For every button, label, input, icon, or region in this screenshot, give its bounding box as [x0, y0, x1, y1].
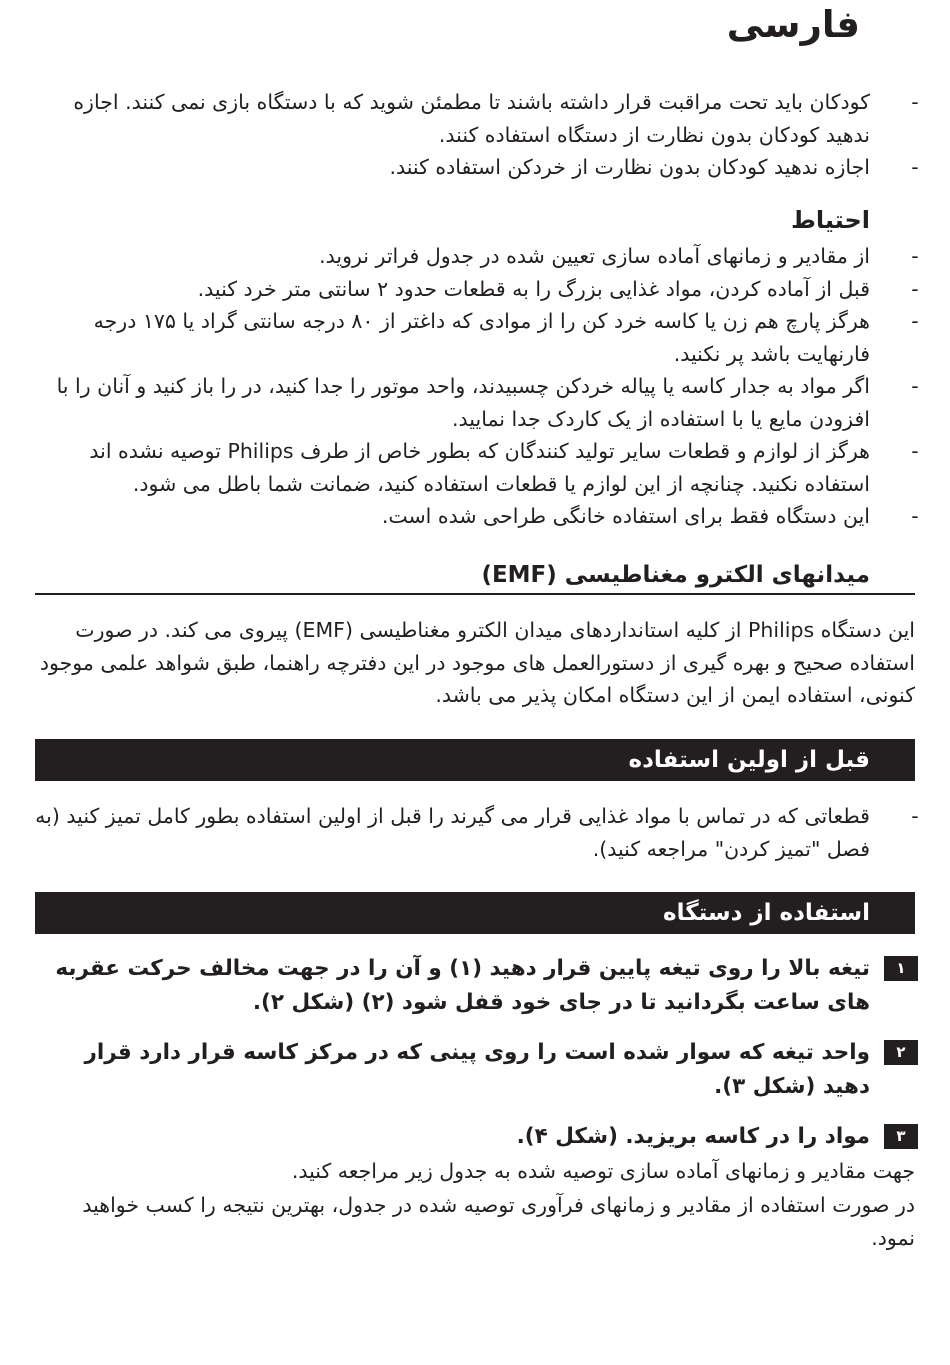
list-item	[35, 273, 919, 306]
list-item	[35, 151, 919, 184]
before-first-use-bar	[35, 739, 915, 781]
list-item	[35, 500, 919, 533]
emf-paragraph: این دستگاه Philips از کلیه استانداردهای میدان الکترو مغناطیسی (EMF) پیروی می کند. در صورت استفاده صحیح و بهره گیری از دستورالعمل های موجود در این دفترچه راهنما، طبق شواهد علمی موجود کنونی، استفاده ایمن از این دستگاه امکان پذیر می باشد.	[39, 618, 915, 707]
step-text: تیغه بالا را روی تیغه پایین قرار دهید (۱) و آن را در جهت مخالف حرکت عقربه های ساعت بگردانید تا در جای خود قفل شود (۲) (شکل ۲).	[55, 956, 870, 1015]
dash-bullet: -	[911, 244, 919, 268]
list-item-text: هرگز از لوازم و قطعات سایر تولید کنندگان که بطور خاص از طرف Philips توصیه نشده اند استفاده نکنید. چنانچه از این لوازم یا قطعات استفاده کنید، ضمانت شما باطل می شود.	[89, 439, 870, 496]
list-item	[35, 305, 919, 370]
before-first-use-section	[35, 800, 919, 865]
dash-bullet: -	[911, 90, 919, 114]
list-item-text: هرگز پارچ هم زن یا کاسه خرد کن را از موادی که داغتر از ۸۰ درجه سانتی گراد یا ۱۷۵ درجه فارنهایت باشد پر نکنید.	[93, 309, 870, 366]
step-1	[35, 952, 906, 1020]
list-item	[35, 800, 919, 865]
emf-divider	[35, 593, 915, 595]
children-warning-list	[35, 86, 919, 184]
language-title: فارسی	[726, 3, 860, 46]
list-item-text: قطعاتی که در تماس با مواد غذایی قرار می گیرند را قبل از اولین استفاده بطور کامل تمیز کنید (به فصل "تمیز کردن" مراجعه کنید).	[35, 804, 870, 861]
using-note-1: جهت مقادیر و زمانهای آماده سازی توصیه شده به جدول زیر مراجعه کنید.	[291, 1159, 915, 1183]
dash-bullet: -	[911, 504, 919, 528]
list-item-text: قبل از آماده کردن، مواد غذایی بزرگ را به قطعات حدود ۲ سانتی متر خرد کنید.	[197, 276, 870, 301]
dash-bullet: -	[911, 804, 919, 828]
children-warning-section	[35, 86, 919, 184]
list-item	[35, 435, 919, 500]
caution-heading: احتیاط	[790, 206, 870, 234]
list-item-text: از مقادیر و زمانهای آماده سازی تعیین شده در جدول فراتر نروید.	[319, 244, 870, 268]
before-first-use-list	[35, 800, 919, 865]
dash-bullet: -	[911, 276, 919, 301]
dash-bullet: -	[911, 155, 919, 179]
step-number-badge: ۲	[884, 1040, 918, 1065]
step-text: واحد تیغه که سوار شده است را روی پینی که در مرکز کاسه قرار دارد قرار دهید (شکل ۳).	[84, 1040, 870, 1099]
list-item-text: اگر مواد به جدار کاسه یا پیاله خردکن چسبیدند، واحد موتور را جدا کنید، در را باز کنید و آنان را با افزودن مایع یا با استفاده از یک کاردک جدا نمایید.	[56, 374, 870, 431]
using-note-2: در صورت استفاده از مقادیر و زمانهای فرآوری توصیه شده در جدول، بهترین نتیجه را کسب خواهید نمود.	[82, 1193, 915, 1250]
step-2	[35, 1036, 906, 1104]
step-text: مواد را در کاسه بریزید. (شکل ۴).	[516, 1124, 870, 1149]
list-item	[35, 86, 919, 151]
step-number-badge: ۱	[884, 956, 918, 981]
dash-bullet: -	[911, 439, 919, 463]
caution-list	[35, 240, 919, 533]
list-item-text: اجازه ندهید کودکان بدون نظارت از خردکن استفاده کنند.	[389, 155, 870, 179]
list-item-text: کودکان باید تحت مراقبت قرار داشته باشند تا مطمئن شوید که با دستگاه بازی نمی کنند. اجازه ندهید کودکان بدون نظارت از دستگاه استفاده کنند.	[73, 90, 870, 147]
step-number-badge: ۳	[884, 1124, 918, 1149]
list-item	[35, 370, 919, 435]
caution-section	[35, 240, 919, 533]
dash-bullet: -	[911, 309, 919, 333]
list-item	[35, 240, 919, 273]
using-appliance-heading: استفاده از دستگاه	[663, 900, 870, 926]
list-item-text: این دستگاه فقط برای استفاده خانگی طراحی شده است.	[381, 504, 870, 528]
emf-heading: میدانهای الکترو مغناطیسی (EMF)	[481, 562, 870, 588]
dash-bullet: -	[911, 374, 919, 398]
before-first-use-heading: قبل از اولین استفاده	[628, 747, 870, 773]
step-3	[35, 1120, 906, 1154]
using-appliance-bar	[35, 892, 915, 934]
